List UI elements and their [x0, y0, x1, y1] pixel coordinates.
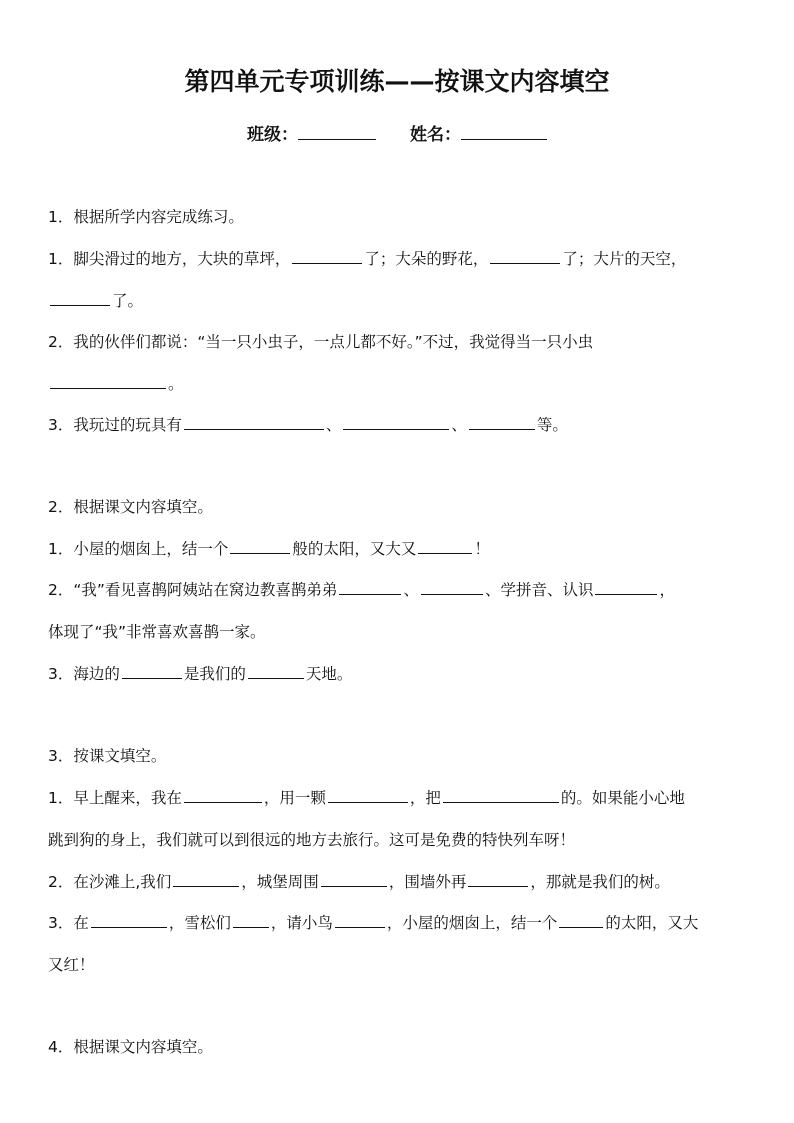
question-text: ，请小鸟: [270, 914, 333, 932]
student-info: [0, 120, 794, 145]
question-line: [48, 538, 490, 560]
question-line: [48, 912, 698, 934]
question-text: ，用一颗: [263, 789, 326, 807]
question-line: [48, 331, 593, 353]
name-blank[interactable]: [461, 125, 547, 140]
question-text: 、: [325, 416, 342, 434]
question-line: [48, 290, 143, 312]
fill-in-blank[interactable]: [184, 787, 262, 803]
question-text: 了。: [112, 292, 144, 310]
class-blank[interactable]: [298, 125, 376, 140]
question-line: [48, 373, 184, 395]
question-text: 、: [451, 416, 467, 434]
question-line: [48, 579, 675, 601]
fill-in-blank[interactable]: [335, 912, 385, 928]
question-text: ，小屋的烟囱上，结一个: [386, 914, 558, 932]
fill-in-blank[interactable]: [469, 414, 535, 430]
fill-in-blank[interactable]: [490, 248, 560, 264]
question-text: 又红！: [48, 956, 95, 974]
question-text: ，: [659, 581, 675, 599]
question-text: 的。如果能小心地: [560, 789, 685, 807]
fill-in-blank[interactable]: [184, 414, 324, 430]
fill-in-blank[interactable]: [343, 414, 449, 430]
question-text: 了；大片的天空，: [562, 250, 687, 268]
question-text: ，那就是我们的树。: [530, 873, 670, 891]
question-line: [48, 663, 352, 685]
fill-in-blank[interactable]: [443, 787, 559, 803]
question-line: [48, 954, 95, 976]
question-text: 天地。: [305, 665, 353, 683]
question-line: [48, 829, 575, 851]
section-heading: [48, 1036, 213, 1058]
question-text: ，把: [409, 789, 441, 807]
question-text: 的太阳，又大: [605, 914, 699, 932]
question-text: 4．根据课文内容填空。: [48, 1038, 213, 1056]
question-text: 1．根据所学内容完成练习。: [48, 208, 244, 226]
question-text: 了；大朵的野花，: [364, 250, 489, 268]
class-label: 班级：: [247, 125, 299, 145]
question-text: 1．小屋的烟囱上，结一个: [48, 540, 229, 558]
fill-in-blank[interactable]: [339, 579, 401, 595]
question-text: 跳到狗的身上，我们就可以到很远的地方去旅行。这可是免费的特快列车呀！: [48, 831, 576, 849]
question-line: [48, 248, 686, 270]
fill-in-blank[interactable]: [328, 787, 408, 803]
question-line: [48, 621, 266, 643]
question-text: 等。: [536, 416, 568, 434]
fill-in-blank[interactable]: [421, 579, 483, 595]
fill-in-blank[interactable]: [50, 290, 110, 306]
fill-in-blank[interactable]: [321, 871, 387, 887]
fill-in-blank[interactable]: [122, 663, 182, 679]
fill-in-blank[interactable]: [233, 912, 269, 928]
fill-in-blank[interactable]: [559, 912, 603, 928]
question-text: 2．在沙滩上,我们: [48, 873, 172, 891]
question-text: 3．按课文填空。: [48, 747, 167, 765]
question-text: 3．在: [48, 914, 89, 932]
fill-in-blank[interactable]: [230, 538, 290, 554]
question-text: 。: [168, 375, 184, 393]
fill-in-blank[interactable]: [292, 248, 362, 264]
section-heading: [48, 496, 213, 518]
fill-in-blank[interactable]: [418, 538, 472, 554]
question-text: 、学拼音、认识: [484, 581, 594, 599]
name-label: 姓名：: [409, 125, 461, 145]
question-text: ，城堡周围: [241, 873, 319, 891]
section-heading: [48, 206, 244, 228]
question-text: 2．根据课文内容填空。: [48, 498, 213, 516]
fill-in-blank[interactable]: [248, 663, 304, 679]
question-text: 、: [403, 581, 419, 599]
question-text: 1．早上醒来，我在: [48, 789, 182, 807]
question-line: [48, 871, 670, 893]
fill-in-blank[interactable]: [468, 871, 528, 887]
question-text: 1．脚尖滑过的地方，大块的草坪，: [48, 250, 291, 268]
fill-in-blank[interactable]: [173, 871, 239, 887]
question-text: ，雪松们: [168, 914, 231, 932]
question-text: ！: [474, 540, 490, 558]
fill-in-blank[interactable]: [50, 373, 166, 389]
question-text: 2．我的伙伴们都说：“当一只小虫子，一点儿都不好。”不过，我觉得当一只小虫: [48, 333, 594, 351]
question-text: ，围墙外再: [388, 873, 467, 891]
name-field: [410, 120, 547, 145]
fill-in-blank[interactable]: [91, 912, 167, 928]
section-heading: [48, 745, 166, 767]
question-text: 3．海边的: [48, 665, 120, 683]
question-line: [48, 414, 568, 436]
question-text: 般的太阳，又大又: [292, 540, 417, 558]
question-text: 是我们的: [183, 665, 246, 683]
question-text: 3．我玩过的玩具有: [48, 416, 182, 434]
question-text: 体现了“我”非常喜欢喜鹊一家。: [48, 623, 266, 641]
class-field: [247, 120, 376, 145]
page-title: 第四单元专项训练——按课文内容填空: [184, 67, 610, 96]
fill-in-blank[interactable]: [595, 579, 657, 595]
question-text: 2．“我”看见喜鹊阿姨站在窝边教喜鹊弟弟: [48, 581, 338, 599]
question-line: [48, 787, 685, 809]
